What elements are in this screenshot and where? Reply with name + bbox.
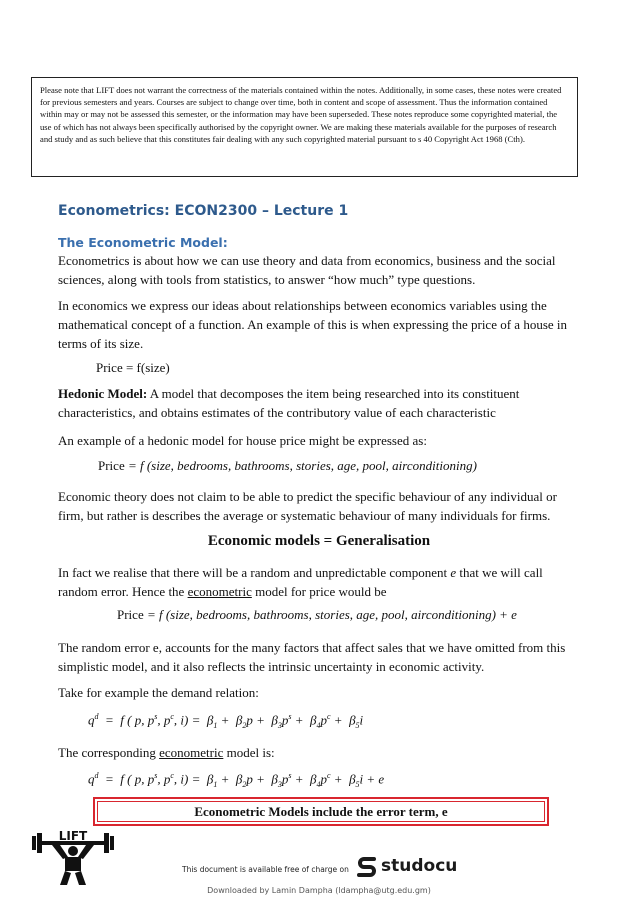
random-error-text-b: that we will call random error. Hence the — [58, 565, 543, 599]
studocu-logo[interactable] — [356, 855, 457, 877]
hedonic-equation-rhs: = f (size, bedrooms, bathrooms, stories, age, pool, airconditioning) — [124, 458, 477, 473]
paragraph-intro: Econometrics is about how we can use theory and data from economics, business and the social sciences, along with tools from statistics, to answer “how much” type questions. — [58, 253, 556, 287]
paragraph-demand: Take for example the demand relation: — [58, 685, 259, 700]
corresponding-text-b: model is: — [223, 745, 275, 760]
paragraph-function: In economics we express our ideas about relationships between economics variables using the mathematical concept of a function. An example of this is when expressing the price of a house in terms of its size. — [58, 298, 568, 351]
econometric-price-lhs: Price — [117, 607, 144, 622]
lift-logo-icon — [30, 827, 116, 887]
demand-equation: $q^d = f$ ( p, $p^s$, $p^c$, $i) = \beta_1 + \beta_2p + \beta_3p^s + \beta_4p^c + \beta_5i$ — [88, 712, 364, 730]
random-error-text-a: In fact we realise that there will be a random and unpredictable component — [58, 565, 451, 580]
hedonic-label: Hedonic Model: — [58, 386, 148, 401]
price-equation: Price = f(size) — [96, 360, 170, 375]
paragraph-hedonic-example: An example of a hedonic model for house price might be expressed as: — [58, 433, 427, 448]
econometric-link[interactable]: econometric — [187, 584, 252, 599]
svg-text:LIFT: LIFT — [58, 829, 88, 843]
section-heading: The Econometric Model: — [58, 235, 228, 250]
random-error-text-c: model for price would be — [251, 584, 387, 599]
hedonic-equation — [98, 458, 477, 474]
paragraph-corresponding — [58, 743, 583, 762]
paragraph-error-explanation: The random error e, accounts for the many factors that affect sales that we have omitted from this simplistic model, and it also reflects the intrinsic uncertainty in economic activity. — [58, 640, 566, 674]
availability-note: This document is available free of charge on — [182, 865, 349, 874]
download-attribution: Downloaded by Lamin Dampha (ldampha@utg.edu.gm) — [207, 886, 431, 895]
hedonic-equation-lhs: Price — [98, 458, 125, 473]
random-error-symbol: e — [450, 565, 457, 580]
error-term-callout-text: Econometric Models include the error term, e — [97, 801, 545, 822]
generalisation-heading: Economic models = Generalisation — [207, 533, 431, 549]
econometric-demand-equation: $q^d = f$ ( p, $p^s$, $p^c$, $i) = \beta_1 + \beta_2p + \beta_3p^s + \beta_4p^c + \beta_5i + e$ — [88, 771, 385, 789]
disclaimer-box — [31, 77, 578, 177]
econometric-link-2[interactable]: econometric — [159, 745, 224, 760]
paragraph-theory: Economic theory does not claim to be able to predict the specific behaviour of any individual or firm, but rather is describes the average or systematic behaviour of many individuals for firms. — [58, 489, 557, 523]
studocu-wordmark: studocu — [381, 856, 458, 876]
econometric-price-rhs: = f (size, bedrooms, bathrooms, stories, age, pool, airconditioning) + e — [143, 607, 517, 622]
page-title: Econometrics: ECON2300 – Lecture 1 — [58, 203, 349, 219]
econometric-price-equation — [117, 607, 517, 623]
paragraph-hedonic — [58, 384, 583, 422]
paragraph-random-error — [58, 563, 583, 601]
disclaimer-text: Please note that LIFT does not warrant the correctness of the materials contained within the notes. Additionally, in some cases, these notes were created for previous semesters and years. Courses are subject to change over time, both in content and scope of assessment. Thus the information contained within may or may not be assessed this semester, or the information may have been superseded. These notes reproduce some copyrighted material, the use of which has not always been specifically authorised by the copyright owner. We are making these materials available for the purposes of research and study and as such believe that this constitutes fair dealing with any such copyrighted material pursuant to s 40 Copyright Act 1968 (Cth). — [40, 85, 562, 144]
corresponding-text-a: The corresponding — [58, 745, 160, 760]
studocu-s-icon — [356, 855, 378, 877]
error-term-callout — [93, 797, 549, 826]
hedonic-text: A model that decomposes the item being researched into its constituent characteristics, and obtains estimates of the contributory value of each characteristic — [58, 386, 520, 420]
